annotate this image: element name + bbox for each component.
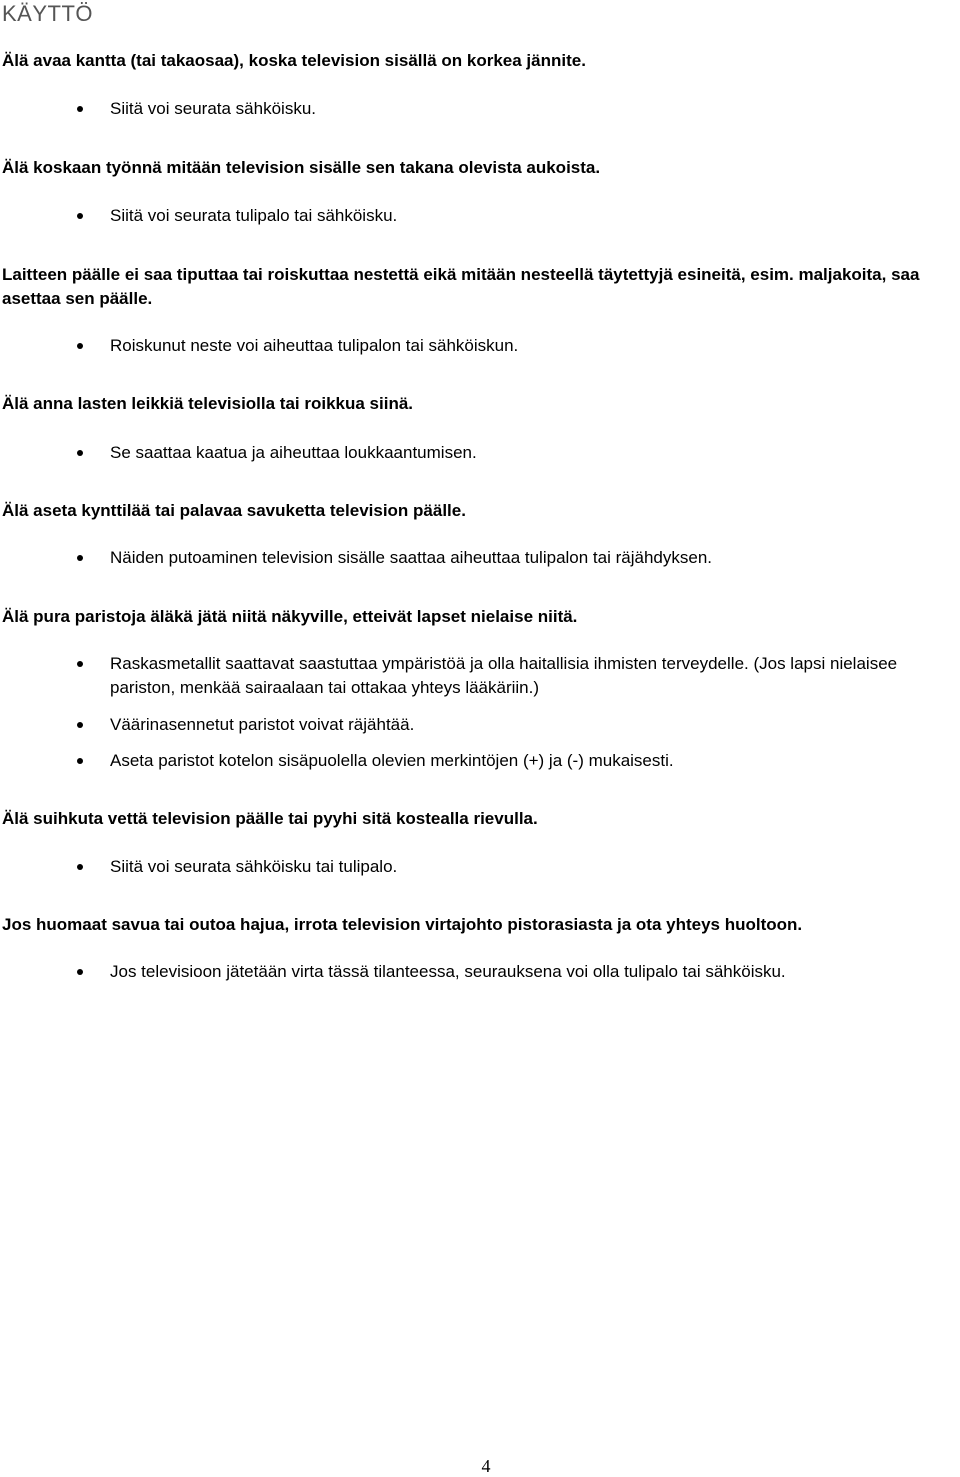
warning-heading: Laitteen päälle ei saa tiputtaa tai roiskuttaa nestettä eikä mitään nesteellä täytettyjä esineitä, esim. maljakoita, saa asettaa sen päälle. — [2, 265, 920, 308]
bullet-item: Näiden putoaminen television sisälle saattaa aiheuttaa tulipalon tai räjähdyksen. — [110, 546, 958, 570]
bullet-item: Väärinasennetut paristot voivat räjähtää. — [110, 713, 958, 737]
warning-heading: Älä koskaan työnnä mitään television sisälle sen takana olevista aukoista. — [2, 158, 601, 177]
warning-heading: Älä avaa kantta (tai takaosaa), koska television sisällä on korkea jännite. — [2, 51, 586, 70]
bullet-item: Se saattaa kaatua ja aiheuttaa loukkaantumisen. — [110, 441, 958, 465]
bullet-item: Aseta paristot kotelon sisäpuolella olevien merkintöjen (+) ja (-) mukaisesti. — [110, 749, 958, 773]
bullet-item: Jos televisioon jätetään virta tässä tilanteessa, seurauksena voi olla tulipalo tai sähköisku. — [110, 960, 958, 984]
page-title: KÄYTTÖ — [2, 1, 94, 26]
warning-heading: Älä anna lasten leikkiä televisiolla tai roikkua siinä. — [2, 394, 414, 413]
bullet-item: Siitä voi seurata sähköisku tai tulipalo. — [110, 855, 958, 879]
warning-heading: Älä aseta kynttilää tai palavaa savuketta television päälle. — [2, 501, 466, 520]
bullet-item: Siitä voi seurata tulipalo tai sähköisku. — [110, 204, 958, 228]
page-number: 4 — [481, 1456, 491, 1476]
bullet-item: Raskasmetallit saattavat saastuttaa ympäristöä ja olla haitallisia ihmisten terveydelle. (Jos lapsi nielaisee pariston, menkää sairaalaan tai ottakaa yhteys lääkäriin.) — [110, 652, 958, 700]
warning-heading: Jos huomaat savua tai outoa hajua, irrota television virtajohto pistorasiasta ja ota yhteys huoltoon. — [2, 915, 803, 934]
warning-heading: Älä suihkuta vettä television päälle tai pyyhi sitä kostealla rievulla. — [2, 809, 538, 828]
warning-heading: Älä pura paristoja äläkä jätä niitä näkyville, etteivät lapset nielaise niitä. — [2, 607, 578, 626]
bullet-item: Roiskunut neste voi aiheuttaa tulipalon tai sähköiskun. — [110, 334, 958, 358]
bullet-item: Siitä voi seurata sähköisku. — [110, 97, 958, 121]
